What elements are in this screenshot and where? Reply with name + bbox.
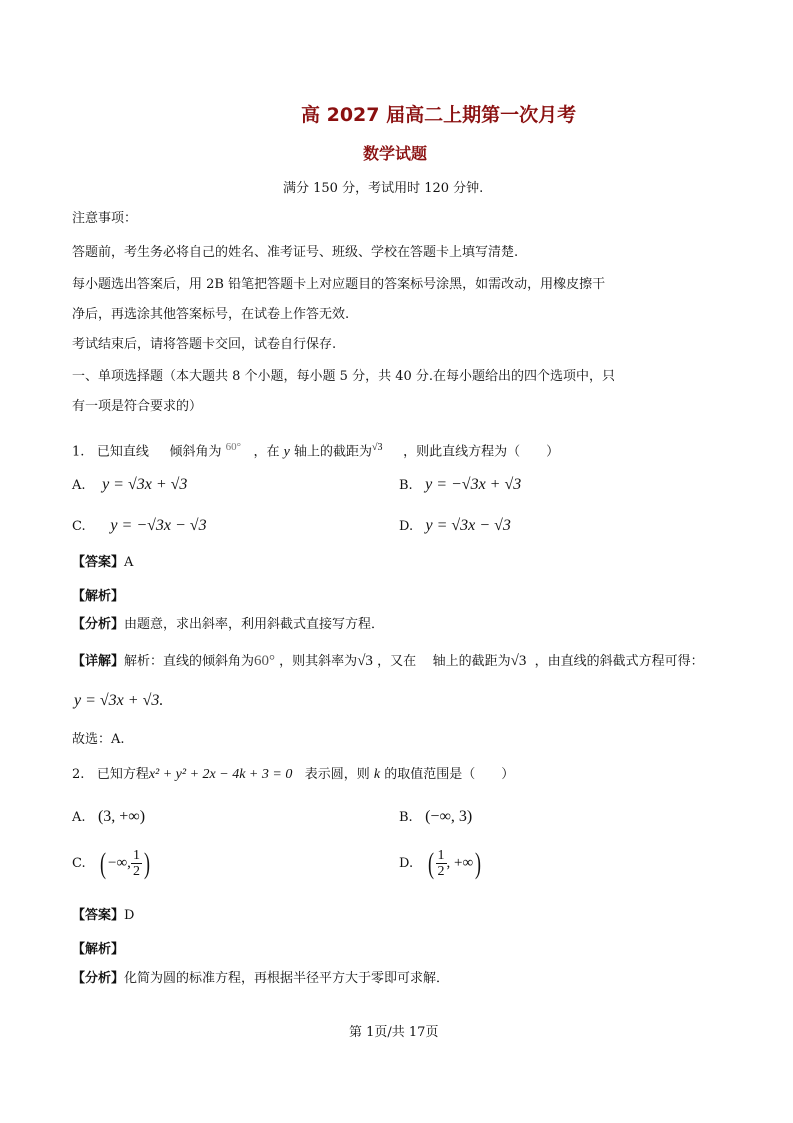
q2-option-b-label: B. [399, 810, 413, 825]
q1-final-equation: y = √3x + √3. [74, 692, 164, 709]
q2-option-c-den: 2 [132, 864, 140, 879]
q1-option-c-label: C. [72, 519, 86, 534]
notes-line-3: 考试结束后，请将答题卡交回，试卷自行保存. [72, 337, 337, 352]
notes-heading: 注意事项： [72, 211, 138, 226]
q2-text-3: 的取值范围是（ ） [384, 767, 515, 782]
q1-answer-tag: 【答案】 [72, 555, 125, 570]
q1-xiangjie-sqrt-1: 3 [365, 653, 373, 669]
q2-fenxi-tag: 【分析】 [72, 971, 125, 986]
q1-conclusion: 故选：A. [72, 732, 125, 747]
q1-option-b[interactable] [399, 476, 521, 495]
q2-option-d-formula: , +∞ [446, 855, 474, 871]
q2-answer [72, 907, 134, 925]
section-heading-a: 一、单项选择题（本大题共 8 个小题，每小题 5 分，共 40 分.在每小题给出的四个选项中，只 [72, 369, 616, 384]
q1-angle: 60° [225, 441, 242, 453]
q1-stem: 1. 已知直线 倾斜角为 $^{60^\circ}$ ，在 y 轴上的截距为$^{√3}$ ，则此直线方程为（ ） [72, 441, 560, 460]
q2-option-d[interactable]: D. ( $\frac{1}{2}$ , +∞) [399, 846, 482, 880]
q1-analysis-tag: 【解析】 [72, 589, 125, 604]
q1-fenxi [72, 616, 384, 634]
q2-option-c-formula: −∞, [108, 855, 131, 871]
q1-option-d[interactable] [399, 517, 511, 536]
q1-option-d-label: D. [399, 519, 414, 534]
q2-option-a-label: A. [72, 810, 86, 825]
q2-option-d-num: 1 [437, 848, 445, 863]
q1-xiangjie-text-a: 解析：直线的倾斜角为 [124, 654, 255, 669]
q1-xiangjie-text-d: 轴上的截距为 [432, 654, 511, 669]
q2-option-b-formula: (−∞, 3) [425, 808, 473, 825]
q2-option-d-fraction [436, 848, 447, 879]
q1-xiangjie-sqrt-2: 3 [518, 653, 527, 669]
q2-equation: x² + y² + 2x − 4k + 3 = 0 [148, 767, 293, 782]
q2-option-a-formula: (3, +∞) [97, 808, 146, 825]
q1-option-d-formula: y = √3x − √3 [425, 517, 511, 534]
q1-option-c-formula: y = −√3x − √3 [110, 517, 207, 534]
q2-option-b[interactable] [399, 808, 472, 827]
exam-info: 满分 150 分，考试用时 120 分钟. [283, 181, 484, 196]
q2-option-c-label: C. [72, 856, 86, 871]
q1-text-5: ，则此直线方程为（ ） [403, 444, 560, 460]
q1-text-4: 轴上的截距为 [293, 444, 372, 460]
q1-text-2: 倾斜角为 [169, 444, 222, 460]
q2-option-d-den: 2 [437, 864, 445, 879]
q1-text-3: ，在 [253, 444, 280, 460]
q2-option-a[interactable] [72, 808, 145, 827]
q2-var-k: k [373, 767, 381, 782]
q1-option-a-label: A. [72, 478, 86, 493]
q1-fenxi-tag: 【分析】 [72, 617, 125, 632]
q1-fenxi-text: 由题意，求出斜率，利用斜截式直接写方程． [124, 617, 385, 632]
q2-analysis-tag: 【解析】 [72, 942, 125, 957]
section-heading-b: 有一项是符合要求的） [72, 399, 203, 414]
q1-xiangjie-angle: 60° [254, 653, 276, 669]
q1-var-y: y [283, 444, 290, 460]
q1-xiangjie-tag: 【详解】 [72, 654, 125, 669]
notes-line-1: 答题前，考生务必将自己的姓名、准考证号、班级、学校在答题卡上填写清楚. [72, 245, 519, 260]
q1-sqrt-value: 3 [377, 442, 383, 453]
q1-option-a[interactable] [72, 476, 187, 495]
q2-option-c[interactable]: C. ( −∞, $\frac{1}{2}$ ) [72, 846, 150, 880]
notes-line-2a: 每小题选出答案后，用 2B 铅笔把答题卡上对应题目的答案标号涂黑，如需改动，用橡皮擦干 [72, 277, 606, 292]
q2-answer-value: D [124, 908, 135, 923]
q2-number: 2. [72, 767, 85, 782]
q1-option-b-formula: y = −√3x + √3 [425, 476, 522, 493]
q2-stem [72, 766, 514, 784]
q1-number: 1. [72, 444, 85, 460]
q2-option-c-fraction [131, 848, 142, 879]
q1-text-1: 已知直线 [96, 444, 149, 460]
q1-xiangjie-text-b: ，则其斜率为 [279, 654, 358, 669]
q1-answer-value: A [124, 555, 134, 570]
q2-fenxi [72, 970, 449, 988]
q1-xiangjie-text-c: ，又在 [377, 654, 417, 669]
q2-answer-tag: 【答案】 [72, 908, 125, 923]
q2-text-1: 已知方程 [96, 767, 149, 782]
q1-xiangjie-text-e: ，由直线的斜截式方程可得： [534, 654, 704, 669]
q1-option-a-formula: y = √3x + √3 [102, 476, 188, 493]
q2-option-d-label: D. [399, 856, 414, 871]
q2-text-2: 表示圆，则 [304, 767, 370, 782]
notes-line-2b: 净后，再选涂其他答案标号，在试卷上作答无效. [72, 307, 350, 322]
q2-fenxi-text: 化简为圆的标准方程，再根据半径平方大于零即可求解． [124, 971, 450, 986]
exam-subtitle: 数学试题 [363, 144, 428, 163]
exam-title: 高 2027 届高二上期第一次月考 [301, 104, 577, 126]
q1-option-b-label: B. [399, 478, 413, 493]
q2-option-c-num: 1 [132, 848, 140, 863]
page-footer: 第 1页/共 17页 [349, 1025, 439, 1040]
q1-xiangjie: 【详解】解析：直线的倾斜角为60° ，则其斜率为√3 ，又在 轴上的截距为√3 ，由直线的斜截式方程可得： [72, 653, 704, 669]
q1-answer [72, 554, 133, 572]
q1-option-c[interactable] [72, 517, 207, 536]
